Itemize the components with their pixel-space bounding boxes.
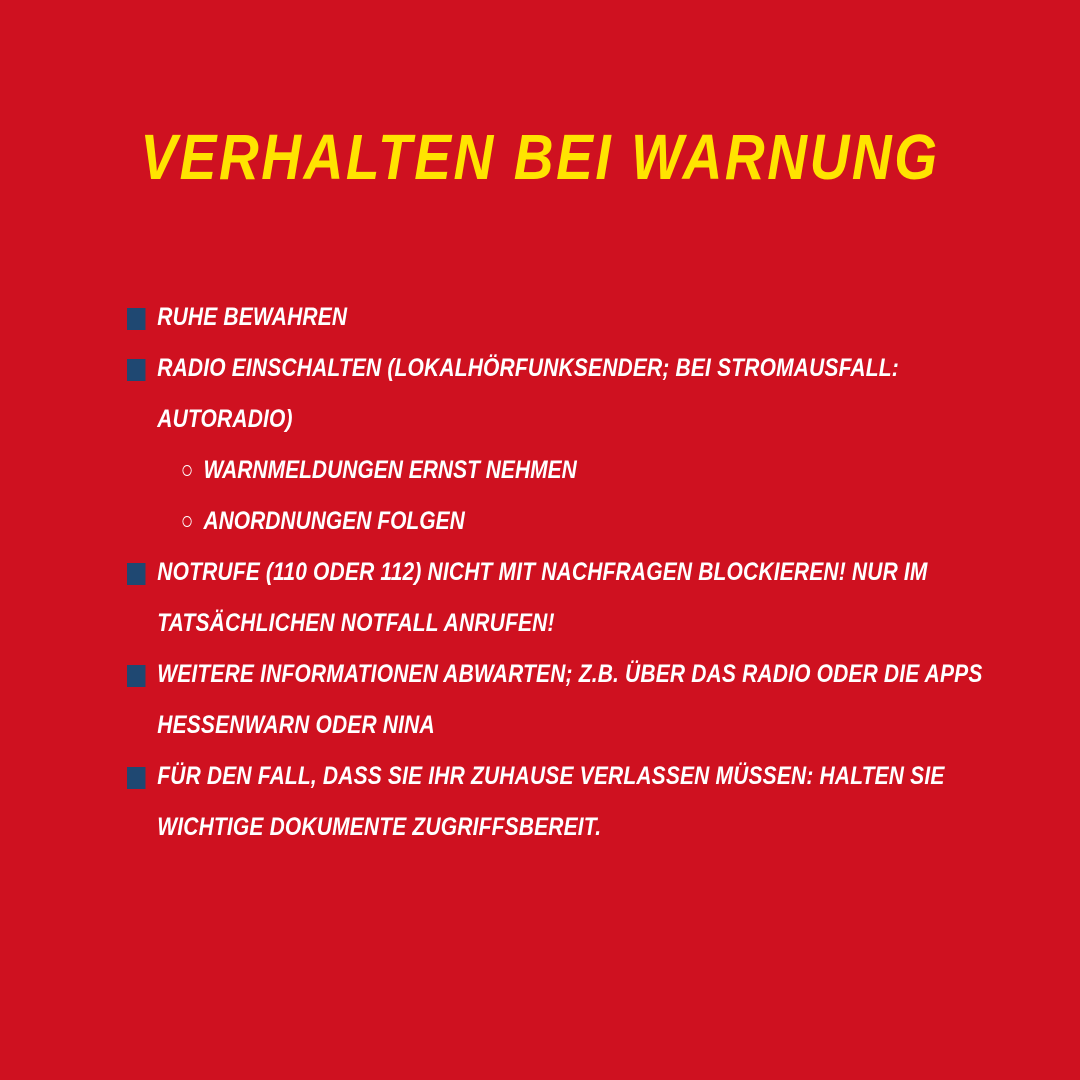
sub-item-text: ANORDNUNGEN FOLGEN: [203, 507, 465, 535]
square-bullet-icon: [127, 359, 145, 381]
square-bullet-icon: [127, 563, 145, 585]
circle-bullet-icon: [182, 465, 191, 476]
square-bullet-icon: [127, 308, 145, 330]
list-item-text: WEITERE INFORMATIONEN ABWARTEN; Z.B. ÜBER DAS RADIO ODER DIE APPS HESSENWARN ODER NINA: [157, 660, 983, 739]
circle-bullet-icon: [182, 516, 191, 527]
list-item-text: RUHE BEWAHREN: [157, 303, 348, 331]
list-item-text: FÜR DEN FALL, DASS SIE IHR ZUHAUSE VERLASSEN MÜSSEN: HALTEN SIE WICHTIGE DOKUMENTE ZUGRIFFSBEREIT.: [157, 762, 945, 841]
instruction-list: [127, 292, 987, 853]
square-bullet-icon: [127, 665, 145, 687]
list-item-emergency-calls: [127, 547, 1006, 649]
list-item-text: RADIO EINSCHALTEN (LOKALHÖRFUNKSENDER; BEI STROMAUSFALL: AUTORADIO): [157, 354, 899, 433]
page-title: VERHALTEN BEI WARNUNG: [140, 121, 940, 193]
sub-item-text: WARNMELDUNGEN ERNST NEHMEN: [203, 456, 577, 484]
list-item-calm: [127, 292, 1006, 343]
sub-item-orders: [127, 496, 1010, 547]
square-bullet-icon: [127, 767, 145, 789]
sub-item-warnings: [127, 445, 1010, 496]
list-item-documents: [127, 751, 1006, 853]
list-item-radio: [127, 343, 1006, 445]
list-item-information: [127, 649, 1006, 751]
list-item-text: NOTRUFE (110 ODER 112) NICHT MIT NACHFRAGEN BLOCKIEREN! NUR IM TATSÄCHLICHEN NOTFALL ANRUFEN!: [157, 558, 928, 637]
